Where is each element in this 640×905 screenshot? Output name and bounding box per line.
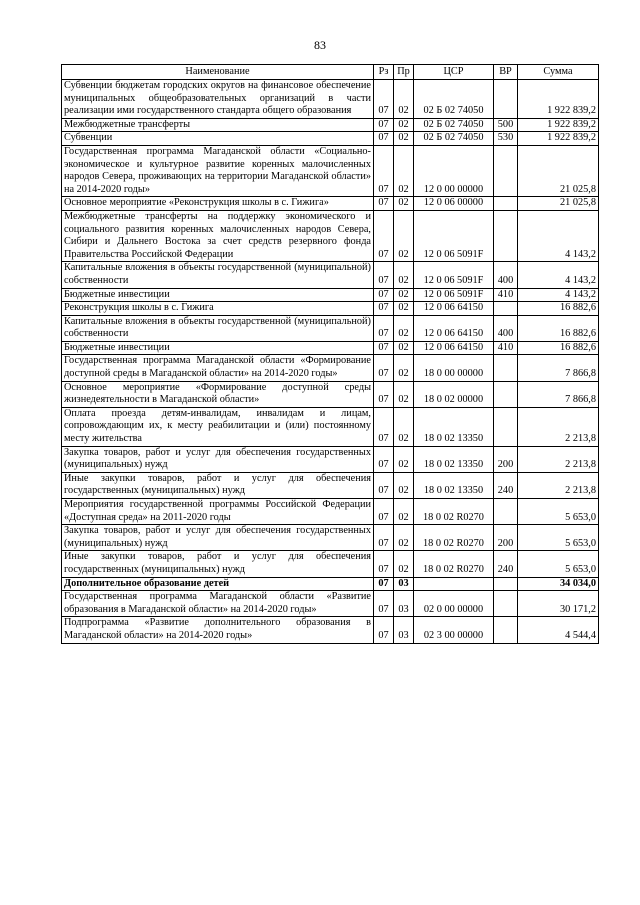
cell-pr: 02 [394, 302, 414, 316]
cell-sum: 34 034,0 [518, 577, 599, 591]
table-row [62, 80, 599, 119]
cell-rz: 07 [374, 381, 394, 407]
cell-sum: 1 922 839,2 [518, 118, 599, 132]
table-row [62, 407, 599, 446]
cell-vr [494, 145, 518, 196]
table-row [62, 197, 599, 211]
cell-sum: 5 653,0 [518, 499, 599, 525]
cell-pr: 02 [394, 80, 414, 119]
table-row [62, 145, 599, 196]
cell-pr: 03 [394, 577, 414, 591]
cell-csr: 12 0 06 00000 [414, 197, 494, 211]
table-row [62, 262, 599, 288]
cell-rz: 07 [374, 591, 394, 617]
cell-vr [494, 407, 518, 446]
table-row [62, 315, 599, 341]
cell-rz: 07 [374, 355, 394, 381]
cell-vr: 410 [494, 341, 518, 355]
cell-sum: 16 882,6 [518, 341, 599, 355]
cell-sum: 4 143,2 [518, 288, 599, 302]
table-row [62, 381, 599, 407]
cell-sum: 5 653,0 [518, 551, 599, 577]
cell-pr: 02 [394, 118, 414, 132]
cell-rz: 07 [374, 118, 394, 132]
table-row [62, 302, 599, 316]
cell-vr: 400 [494, 262, 518, 288]
cell-csr: 18 0 00 00000 [414, 355, 494, 381]
cell-vr [494, 197, 518, 211]
cell-rz: 07 [374, 145, 394, 196]
cell-pr: 02 [394, 525, 414, 551]
cell-vr [494, 210, 518, 261]
table-row [62, 472, 599, 498]
cell-csr: 18 0 02 13350 [414, 472, 494, 498]
cell-sum: 7 866,8 [518, 381, 599, 407]
cell-rz: 07 [374, 499, 394, 525]
cell-sum: 30 171,2 [518, 591, 599, 617]
cell-vr: 200 [494, 446, 518, 472]
cell-csr: 18 0 02 13350 [414, 446, 494, 472]
cell-name: Субвенции [62, 132, 374, 146]
cell-name: Мероприятия государственной программы Российской Федерации «Доступная среда» на 2011-2020 годы [62, 499, 374, 525]
cell-pr: 02 [394, 210, 414, 261]
cell-csr [414, 577, 494, 591]
cell-rz: 07 [374, 210, 394, 261]
table-row [62, 591, 599, 617]
cell-name: Субвенции бюджетам городских округов на финансовое обеспечение муниципальных общеобразовательных организаций в части реализации ими государственного стандарта общего образования [62, 80, 374, 119]
cell-rz: 07 [374, 315, 394, 341]
cell-name: Государственная программа Магаданской области «Социально-экономическое и культурное развитие коренных малочисленных народов Севера, проживающих на территории Магаданской области» на 2014-2020 годы» [62, 145, 374, 196]
cell-vr: 240 [494, 472, 518, 498]
budget-table [61, 64, 599, 644]
cell-csr: 18 0 02 00000 [414, 381, 494, 407]
cell-sum: 2 213,8 [518, 446, 599, 472]
cell-csr: 02 Б 02 74050 [414, 132, 494, 146]
cell-csr: 12 0 06 64150 [414, 341, 494, 355]
cell-pr: 02 [394, 197, 414, 211]
cell-csr: 12 0 06 5091F [414, 288, 494, 302]
cell-name: Бюджетные инвестиции [62, 288, 374, 302]
cell-pr: 02 [394, 288, 414, 302]
cell-rz: 07 [374, 80, 394, 119]
header-csr: ЦСР [414, 65, 494, 80]
cell-pr: 02 [394, 407, 414, 446]
cell-vr: 500 [494, 118, 518, 132]
cell-vr [494, 591, 518, 617]
cell-rz: 07 [374, 472, 394, 498]
cell-sum: 4 143,2 [518, 210, 599, 261]
table-row [62, 551, 599, 577]
cell-sum: 4 544,4 [518, 617, 599, 643]
cell-vr [494, 80, 518, 119]
cell-name: Оплата проезда детям-инвалидам, инвалидам и лицам, сопровождающим их, к месту реабилитации и (или) постоянному месту жительства [62, 407, 374, 446]
page-number: 83 [314, 38, 326, 52]
cell-rz: 07 [374, 288, 394, 302]
table-row [62, 132, 599, 146]
cell-pr: 02 [394, 355, 414, 381]
cell-sum: 7 866,8 [518, 355, 599, 381]
cell-pr: 02 [394, 472, 414, 498]
cell-name: Подпрограмма «Развитие дополнительного образования в Магаданской области» на 2014-2020 годы» [62, 617, 374, 643]
cell-name: Государственная программа Магаданской области «Развитие образования в Магаданской области» на 2014-2020 годы» [62, 591, 374, 617]
cell-csr: 12 0 00 00000 [414, 145, 494, 196]
table-row [62, 118, 599, 132]
cell-vr [494, 577, 518, 591]
cell-rz: 07 [374, 262, 394, 288]
cell-csr: 12 0 06 5091F [414, 210, 494, 261]
cell-sum: 21 025,8 [518, 197, 599, 211]
cell-name: Иные закупки товаров, работ и услуг для обеспечения государственных (муниципальных) нужд [62, 551, 374, 577]
table-header-row [62, 65, 599, 80]
header-sum: Сумма [518, 65, 599, 80]
cell-vr [494, 499, 518, 525]
cell-sum: 16 882,6 [518, 315, 599, 341]
table-row [62, 617, 599, 643]
cell-vr [494, 617, 518, 643]
cell-pr: 02 [394, 262, 414, 288]
cell-pr: 02 [394, 551, 414, 577]
cell-vr: 200 [494, 525, 518, 551]
cell-pr: 02 [394, 132, 414, 146]
cell-name: Дополнительное образование детей [62, 577, 374, 591]
header-rz: Рз [374, 65, 394, 80]
cell-csr: 12 0 06 64150 [414, 315, 494, 341]
cell-pr: 03 [394, 617, 414, 643]
cell-sum: 16 882,6 [518, 302, 599, 316]
cell-csr: 18 0 02 R0270 [414, 525, 494, 551]
cell-name: Капитальные вложения в объекты государственной (муниципальной) собственности [62, 315, 374, 341]
cell-rz: 07 [374, 341, 394, 355]
cell-name: Бюджетные инвестиции [62, 341, 374, 355]
table-row [62, 446, 599, 472]
cell-sum: 21 025,8 [518, 145, 599, 196]
cell-rz: 07 [374, 617, 394, 643]
cell-sum: 1 922 839,2 [518, 132, 599, 146]
cell-pr: 02 [394, 446, 414, 472]
cell-pr: 02 [394, 145, 414, 196]
table-row [62, 525, 599, 551]
cell-vr: 410 [494, 288, 518, 302]
cell-csr: 18 0 02 R0270 [414, 551, 494, 577]
cell-csr: 02 3 00 00000 [414, 617, 494, 643]
cell-vr [494, 355, 518, 381]
cell-rz: 07 [374, 302, 394, 316]
table-row [62, 288, 599, 302]
cell-rz: 07 [374, 407, 394, 446]
cell-name: Капитальные вложения в объекты государственной (муниципальной) собственности [62, 262, 374, 288]
cell-csr: 18 0 02 13350 [414, 407, 494, 446]
cell-csr: 02 0 00 00000 [414, 591, 494, 617]
cell-rz: 07 [374, 551, 394, 577]
cell-sum: 2 213,8 [518, 472, 599, 498]
cell-vr: 530 [494, 132, 518, 146]
table-row [62, 210, 599, 261]
cell-pr: 02 [394, 381, 414, 407]
cell-vr: 400 [494, 315, 518, 341]
cell-pr: 03 [394, 591, 414, 617]
cell-rz: 07 [374, 577, 394, 591]
cell-csr: 12 0 06 64150 [414, 302, 494, 316]
header-vr: ВР [494, 65, 518, 80]
table-row [62, 341, 599, 355]
cell-name: Основное мероприятие «Формирование доступной среды жизнедеятельности в Магаданской области» [62, 381, 374, 407]
cell-rz: 07 [374, 132, 394, 146]
cell-vr [494, 302, 518, 316]
cell-name: Закупка товаров, работ и услуг для обеспечения государственных (муниципальных) нужд [62, 446, 374, 472]
cell-vr: 240 [494, 551, 518, 577]
table-row [62, 577, 599, 591]
header-pr: Пр [394, 65, 414, 80]
cell-vr [494, 381, 518, 407]
cell-name: Закупка товаров, работ и услуг для обеспечения государственных (муниципальных) нужд [62, 525, 374, 551]
cell-csr: 02 Б 02 74050 [414, 118, 494, 132]
cell-name: Межбюджетные трансферты [62, 118, 374, 132]
cell-sum: 2 213,8 [518, 407, 599, 446]
cell-rz: 07 [374, 197, 394, 211]
cell-csr: 12 0 06 5091F [414, 262, 494, 288]
cell-name: Иные закупки товаров, работ и услуг для обеспечения государственных (муниципальных) нужд [62, 472, 374, 498]
cell-pr: 02 [394, 499, 414, 525]
cell-rz: 07 [374, 525, 394, 551]
cell-name: Межбюджетные трансферты на поддержку экономического и социального развития коренных малочисленных народов Севера, Сибири и Дальнего Востока за счет средств резервного фонда Правительства Российской Федерации [62, 210, 374, 261]
cell-pr: 02 [394, 315, 414, 341]
cell-name: Основное мероприятие «Реконструкция школы в с. Гижига» [62, 197, 374, 211]
cell-name: Государственная программа Магаданской области «Формирование доступной среды в Магаданской области» на 2014-2020 годы» [62, 355, 374, 381]
cell-name: Реконструкция школы в с. Гижига [62, 302, 374, 316]
cell-sum: 1 922 839,2 [518, 80, 599, 119]
cell-sum: 4 143,2 [518, 262, 599, 288]
cell-csr: 18 0 02 R0270 [414, 499, 494, 525]
cell-sum: 5 653,0 [518, 525, 599, 551]
cell-pr: 02 [394, 341, 414, 355]
cell-csr: 02 Б 02 74050 [414, 80, 494, 119]
cell-rz: 07 [374, 446, 394, 472]
header-name: Наименование [62, 65, 374, 80]
table-row [62, 355, 599, 381]
table-row [62, 499, 599, 525]
